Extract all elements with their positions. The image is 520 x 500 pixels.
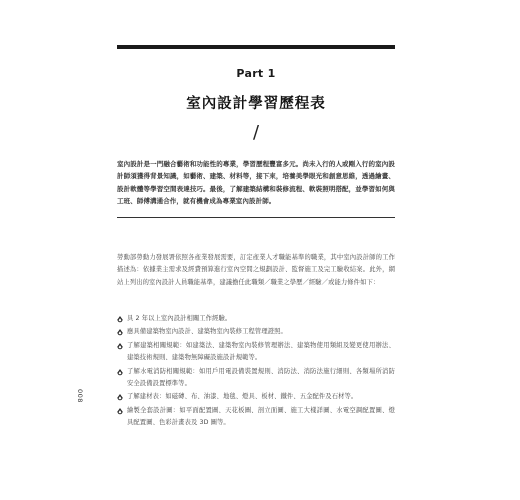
list-item [117,405,395,430]
body-paragraph: 勞動部勞動力發展署依照各產業發展需要，訂定產業人才職能基準的職業，其中室內設計師的工作描述為：依據業主需求及經費預算進行室內空間之規劃設計、監督施工及完工驗收結案。此外，網站上列出的室內設計人員職能基準，建議擔任此職類／職業之學歷／經驗／或能力條件如下： [117,254,395,286]
list-item-text: 應具備建築物室內設計、建築物室內裝修工程管理證照。 [127,328,287,336]
slash-divider: / [252,122,260,143]
diamond-drop-icon [117,369,123,376]
page-number: 008 [76,389,84,403]
list-item-text: 了解建材表：如磁磚、布、油漆、地毯、燈具、板材、鐵件、五金配件及石材等。 [127,393,358,401]
diamond-drop-icon [117,316,123,323]
diamond-drop-icon [117,408,123,415]
chapter-title: 室內設計學習歷程表 [186,96,326,112]
section-divider [117,217,395,218]
top-rule [117,45,395,49]
list-item [117,326,395,338]
list-item [117,391,395,403]
list-item [117,313,395,325]
intro-paragraph: 室內設計是一門融合藝術和功能性的專業，學習歷程豐富多元。尚未入行的人或剛入行的室內設計師須獲得背景知識，如藝術、建築、材料等，接下來，培養美學眼光和創意思維，透過繪畫、設計軟體等學習空間表達技巧。最後，了解建築結構和裝修流程、軟裝照明搭配，並學習如何與工班、師傅溝通合作，就有機會成為專業室內設計師。 [117,160,395,205]
list-item-text: 具 2 年以上室內設計相關工作經驗。 [127,315,232,322]
diamond-drop-icon [117,343,123,350]
list-item-text: 了解水電消防相關規範：如用戶用電設備裝置規則、消防法、消防法施行細則、各類場所消防安全設備設置標準等。 [127,367,395,388]
diamond-drop-icon [117,394,123,401]
requirements-list [117,313,395,431]
list-item [117,366,395,391]
list-item-text: 繪製全套設計圖：如平面配置圖、天花板圖、剖立面圖、施工大樣詳圖、水電空調配置圖、燈具配置圖、色彩計畫表及 3D 圖等。 [127,406,395,427]
list-item [117,340,395,365]
diamond-drop-icon [117,329,123,336]
list-item-text: 了解建築相關規範：如建築法、建築物室內裝修管理辦法、建築物使用類組及變更使用辦法、建築技術規則、建築物無障礙設施設計規範等。 [127,341,395,362]
part-label: Part 1 [236,67,276,80]
